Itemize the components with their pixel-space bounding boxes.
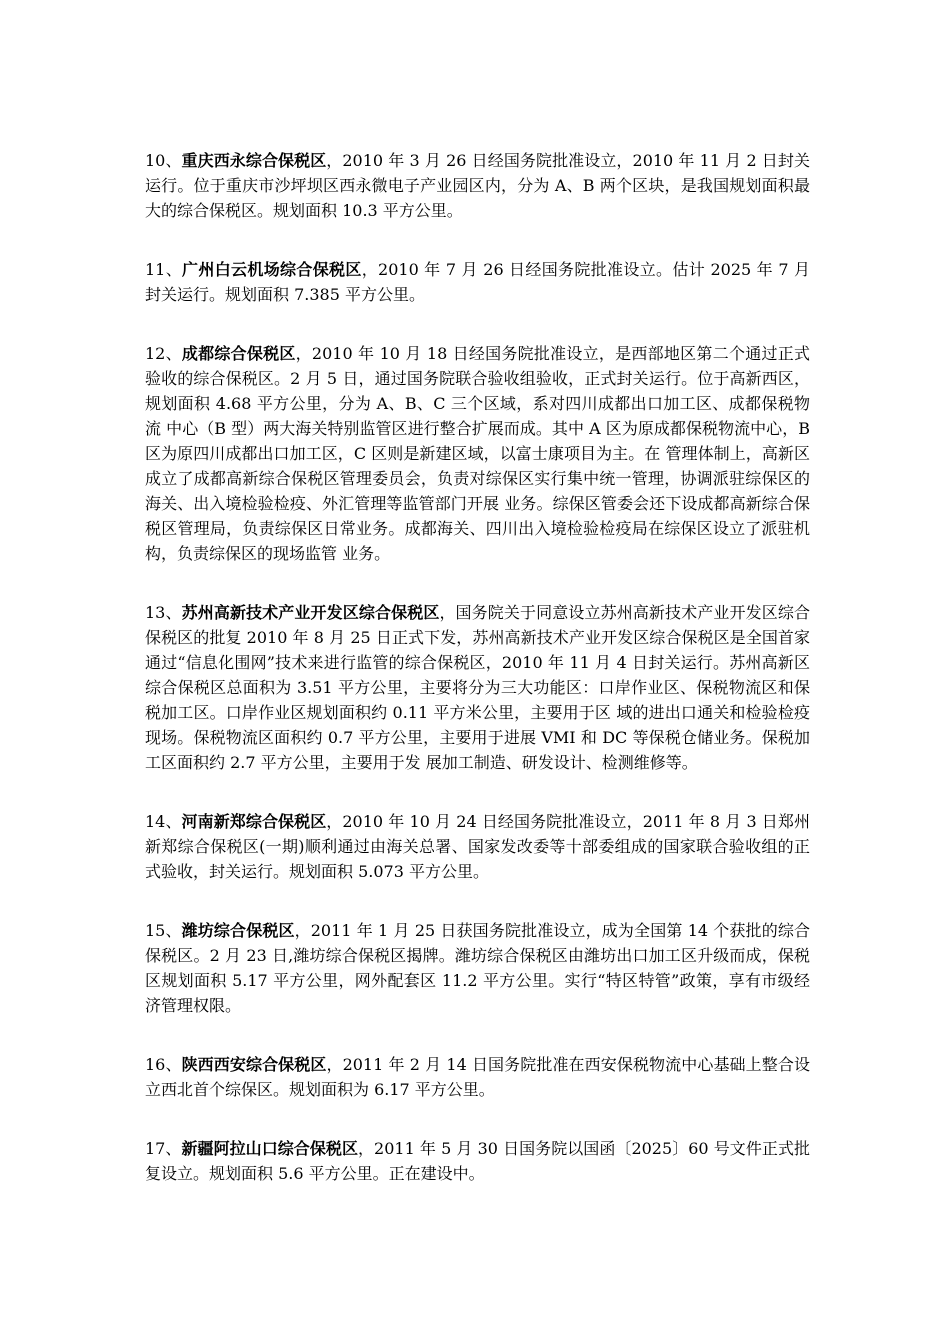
zone-entry-11 <box>145 257 810 307</box>
zone-entry-15 <box>145 918 810 1018</box>
zone-name: 河南新郑综合保税区 <box>181 812 327 831</box>
zone-name: 陕西西安综合保税区 <box>181 1055 327 1074</box>
zone-entry-13 <box>145 600 810 775</box>
entry-number: 15、 <box>145 921 182 940</box>
zone-name: 广州白云机场综合保税区 <box>182 260 362 279</box>
zone-name: 苏州高新技术产业开发区综合保税区 <box>181 603 440 622</box>
entry-text: ，2011 年 1 月 25 日获国务院批准设立，成为全国第 14 个获批的综合保税区。2 月 23 日,潍坊综合保税区揭牌。潍坊综合保税区由潍坊出口加工区升级而成，保税区规划面积 5.17 平方公里，网外配套区 11.2 平方公里。实行“特区特管”政策，享有市级经济管理权限。 <box>145 921 810 1015</box>
entry-number: 10、 <box>145 151 182 170</box>
zone-entry-12 <box>145 341 810 566</box>
entry-number: 16、 <box>145 1055 182 1074</box>
entry-text: ，2011 年 5 月 30 日国务院以国函〔2025〕60 号文件正式批复设立。规划面积 5.6 平方公里。正在建设中。 <box>145 1139 810 1183</box>
entry-text: ，2010 年 10 月 24 日经国务院批准设立，2011 年 8 月 3 日郑州新郑综合保税区(一期)顺利通过由海关总署、国家发改委等十部委组成的国家联合验收组的正式验收，封关运行。规划面积 5.073 平方公里。 <box>145 812 810 881</box>
zone-entry-10 <box>145 148 810 223</box>
entry-text: ，2011 年 2 月 14 日国务院批准在西安保税物流中心基础上整合设立西北首个综保区。规划面积为 6.17 平方公里。 <box>145 1055 810 1099</box>
zone-name: 新疆阿拉山口综合保税区 <box>181 1139 358 1158</box>
entry-number: 14、 <box>145 812 182 831</box>
entry-text: ，2010 年 7 月 26 日经国务院批准设立。估计 2025 年 7 月封关运行。规划面积 7.385 平方公里。 <box>145 260 810 304</box>
entry-text: ，2010 年 3 月 26 日经国务院批准设立，2010 年 11 月 2 日封关运行。位于重庆市沙坪坝区西永微电子产业园区内，分为 A、B 两个区块，是我国规划面积最大的综合保税区。规划面积 10.3 平方公里。 <box>145 151 810 220</box>
entry-number: 13、 <box>145 603 182 622</box>
document-body <box>145 148 810 1220</box>
zone-entry-17 <box>145 1136 810 1186</box>
zone-name: 重庆西永综合保税区 <box>181 151 327 170</box>
zone-name: 成都综合保税区 <box>181 344 296 363</box>
entry-number: 12、 <box>145 344 182 363</box>
entry-text: ，国务院关于同意设立苏州高新技术产业开发区综合保税区的批复 2010 年 8 月 25 日正式下发，苏州高新技术产业开发区综合保税区是全国首家通过“信息化围网”技术来进行监管的综合保税区，2010 年 11 月 4 日封关运行。苏州高新区 综合保税区总面积为 3.51 平方公里，主要将分为三大功能区：口岸作业区、保税物流区和保税加工区。口岸作业区规划面积约 0.11 平方米公里，主要用于区 域的进出口通关和检验检疫现场。保税物流区面积约 0.7 平方公里，主要用于进展 VMI 和 DC 等保税仓储业务。保税加工区面积约 2.7 平方公里，主要用于发 展加工制造、研发设计、检测维修等。 <box>145 603 810 772</box>
zone-entry-16 <box>145 1052 810 1102</box>
entry-text: ，2010 年 10 月 18 日经国务院批准设立，是西部地区第二个通过正式验收的综合保税区。2 月 5 日，通过国务院联合验收组验收，正式封关运行。位于高新西区，规划面积 4.68 平方公里，分为 A、B、C 三个区域，系对四川成都出口加工区、成都保税物流 中心（B 型）两大海关特别监管区进行整合扩展而成。其中 A 区为原成都保税物流中心，B 区为原四川成都出口加工区，C 区则是新建区域，以富士康项目为主。在 管理体制上，高新区成立了成都高新综合保税区管理委员会，负责对综保区实行集中统一管理，协调派驻综保区的海关、出入境检验检疫、外汇管理等监管部门开展 业务。综保区管委会还下设成都高新综合保税区管理局，负责综保区日常业务。成都海关、四川出入境检验检疫局在综保区设立了派驻机构，负责综保区的现场监管 业务。 <box>145 344 810 563</box>
zone-entry-14 <box>145 809 810 884</box>
entry-number: 17、 <box>145 1139 182 1158</box>
entry-number: 11、 <box>145 260 183 279</box>
zone-name: 潍坊综合保税区 <box>181 921 295 940</box>
